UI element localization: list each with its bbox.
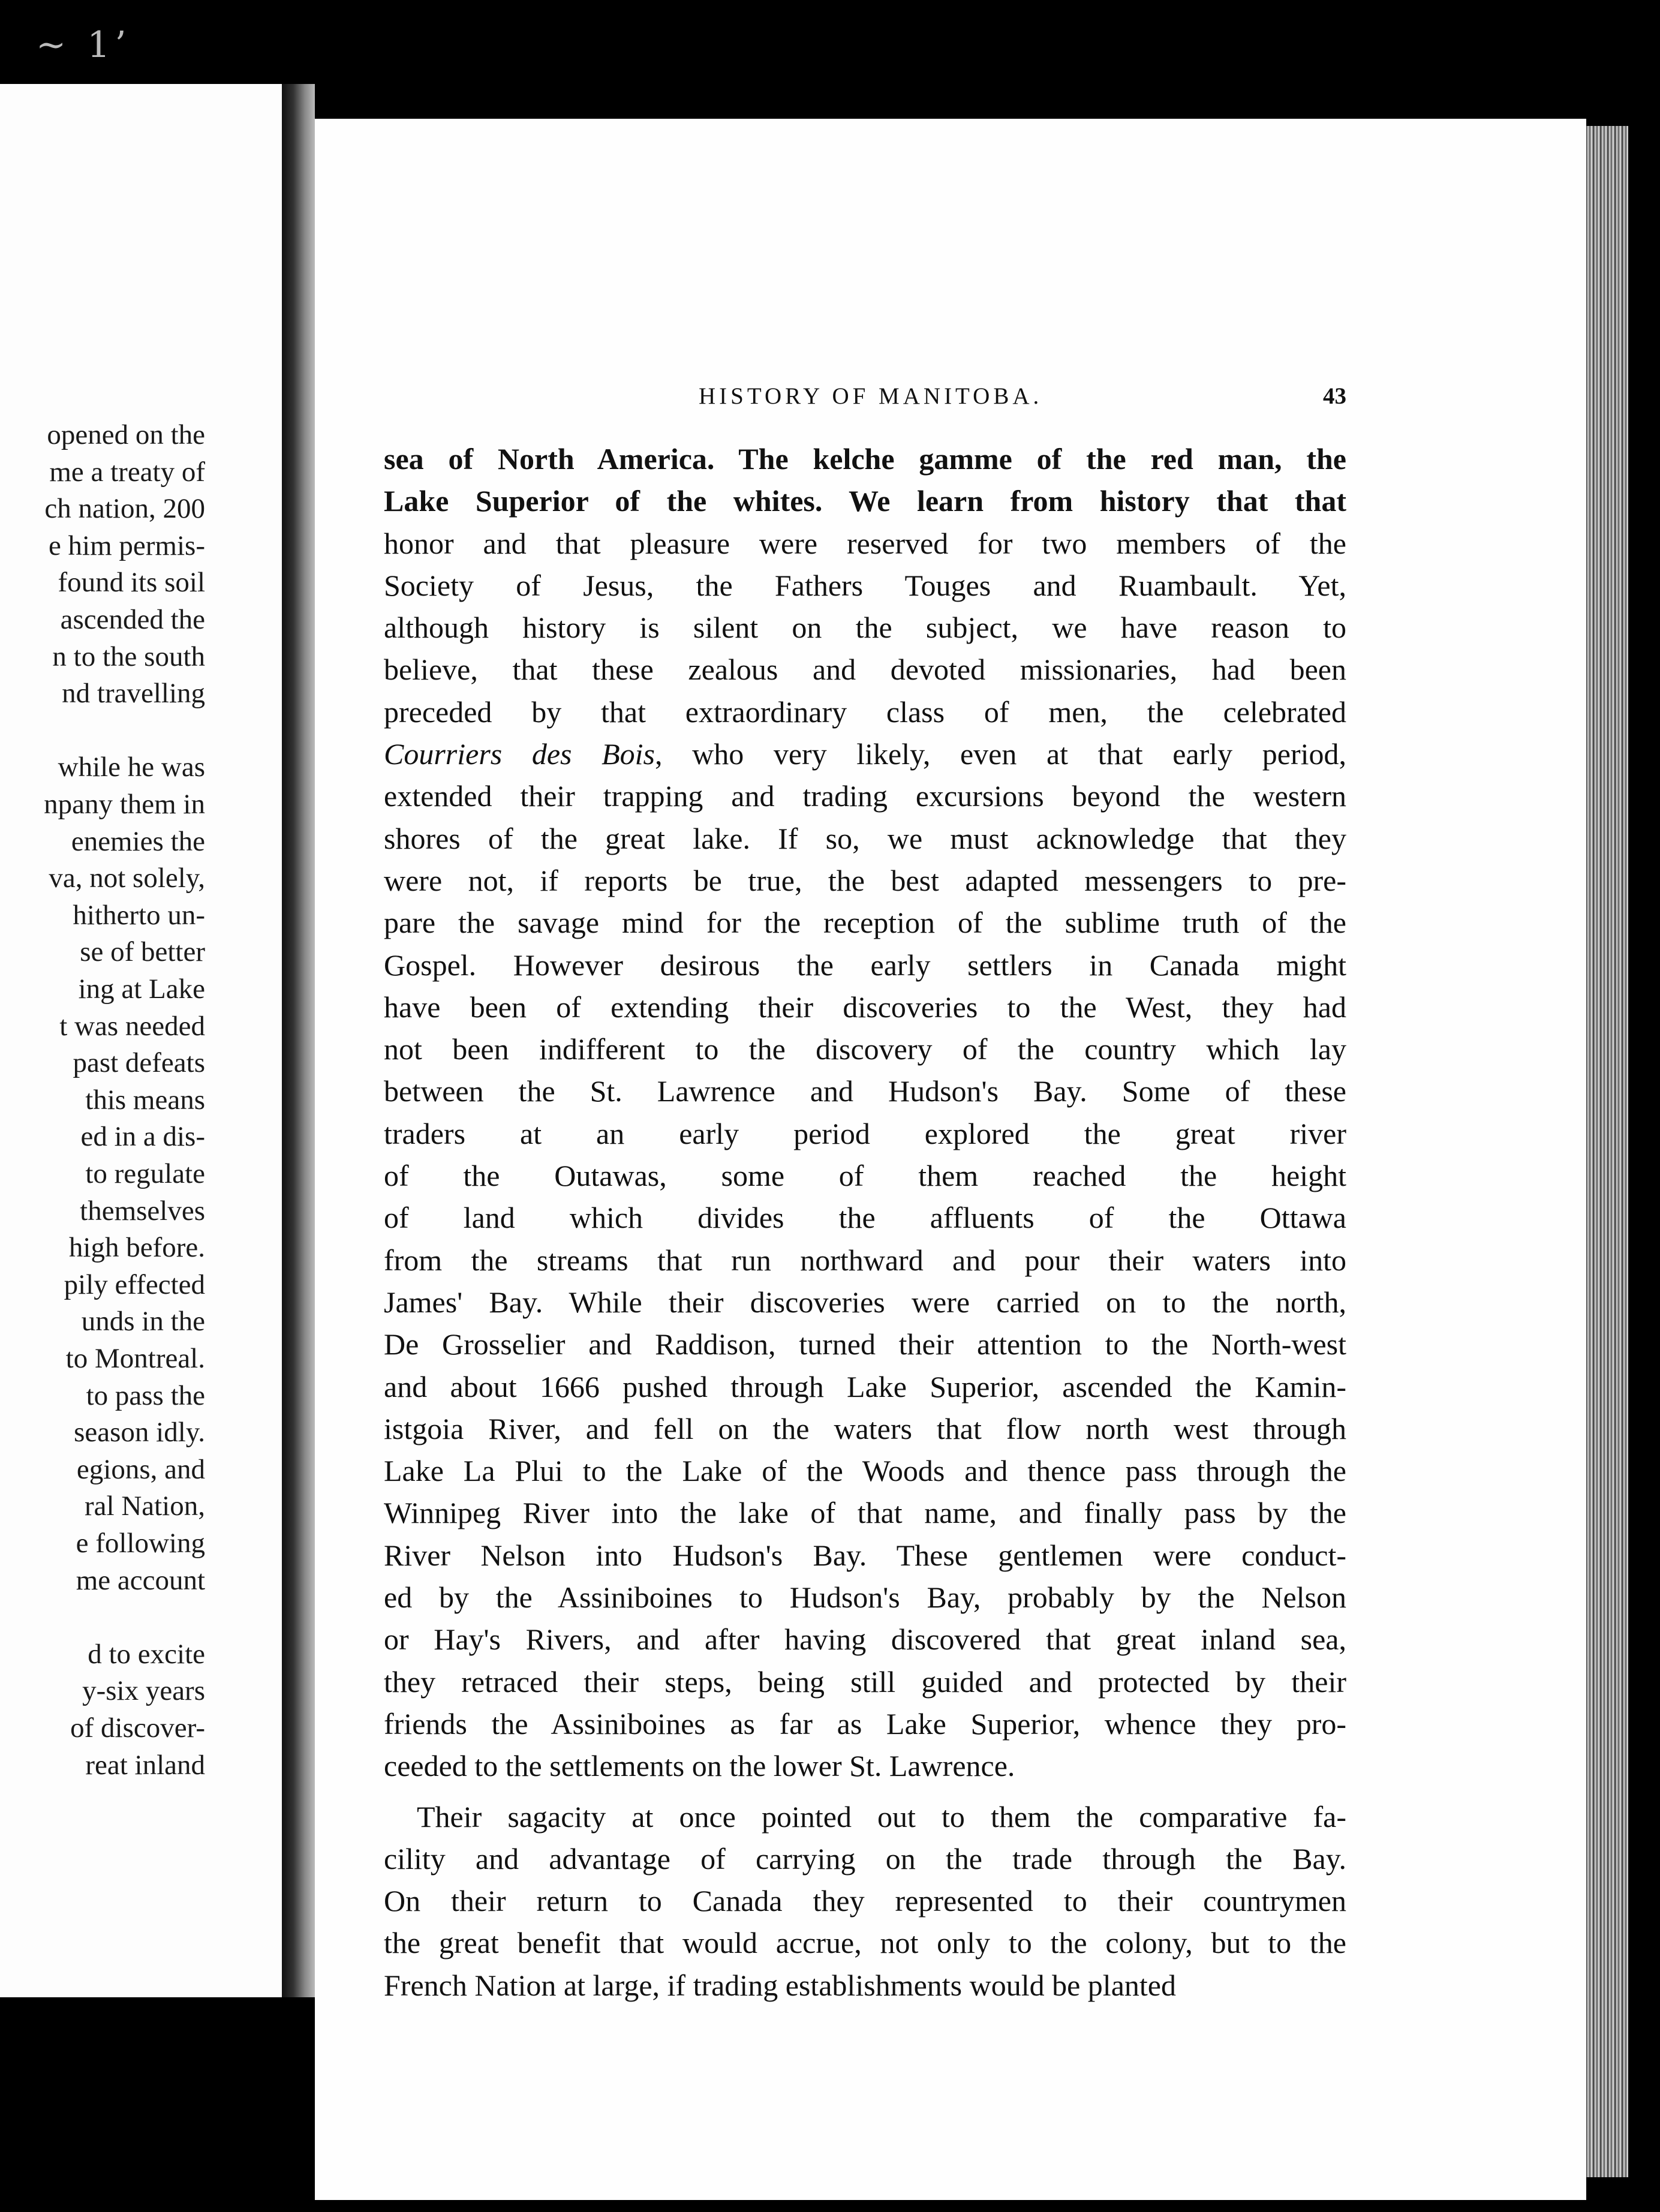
body-line: although history is silent on the subject, we have reason to (384, 611, 1346, 645)
body-line: they retraced their steps, being still guided and protected by their (384, 1664, 1346, 1699)
left-page-line: npany them in (44, 789, 205, 820)
left-page-line: n to the south (52, 641, 205, 672)
page-number: 43 (1323, 383, 1346, 409)
left-page-line: themselves (80, 1195, 205, 1227)
left-page-line: pily effected (64, 1269, 205, 1300)
body-line: cility and advantage of carrying on the trade through the Bay. (384, 1841, 1346, 1876)
body-line: of the Outawas, some of them reached the height (384, 1159, 1346, 1193)
left-page-line: enemies the (71, 825, 205, 857)
left-page-line: ch nation, 200 (44, 493, 205, 525)
left-page-line: e following (76, 1528, 205, 1559)
body-line: sea of North America. The kelche gamme of the red man, the (384, 442, 1346, 476)
body-line: and about 1666 pushed through Lake Superior, ascended the Kamin- (384, 1369, 1346, 1403)
left-page-line: ed in a dis- (80, 1121, 205, 1153)
body-line: French Nation at large, if trading establishments would be planted (384, 1968, 1176, 2002)
body-line: not been indifferent to the discovery of the country which lay (384, 1032, 1346, 1066)
left-page-line: ascended the (60, 604, 205, 635)
body-line: or Hay's Rivers, and after having discovered that great inland sea, (384, 1622, 1346, 1657)
left-page-line: to regulate (85, 1158, 205, 1189)
left-page-line: opened on the (47, 419, 205, 450)
left-page-line: va, not solely, (49, 862, 205, 894)
body-line: extended their trapping and trading excursions beyond the western (384, 779, 1346, 813)
left-page-line: me account (76, 1564, 205, 1596)
body-line: shores of the great lake. If so, we must acknowledge that they (384, 821, 1346, 855)
body-line: friends the Assiniboines as far as Lake Superior, whence they pro- (384, 1706, 1346, 1741)
left-page-line: ral Nation, (85, 1490, 205, 1522)
body-text (384, 438, 1346, 2006)
body-line: between the St. Lawrence and Hudson's Bay. Some of these (384, 1074, 1346, 1108)
body-line: De Grosselier and Raddison, turned their attention to the North-west (384, 1327, 1346, 1362)
body-line: ed by the Assiniboines to Hudson's Bay, probably by the Nelson (384, 1580, 1346, 1615)
body-line: Winnipeg River into the lake of that name, and finally pass by the (384, 1496, 1346, 1530)
left-page-text (0, 84, 282, 1997)
scan-corner-mark: ~ 1’ (36, 24, 131, 66)
body-line: were not, if reports be true, the best adapted messengers to pre- (384, 863, 1346, 897)
body-line: preceded by that extraordinary class of men, the celebrated (384, 695, 1346, 729)
left-page-line: me a treaty of (49, 456, 205, 488)
running-title: HISTORY OF MANITOBA. (699, 383, 1043, 409)
body-line: honor and that pleasure were reserved for two members of the (384, 526, 1346, 560)
body-line: Society of Jesus, the Fathers Touges and Ruambault. Yet, (384, 568, 1346, 602)
book-gutter (282, 84, 315, 1997)
left-page-line: nd travelling (62, 678, 205, 710)
body-line: On their return to Canada they represented to their countrymen (384, 1884, 1346, 1918)
left-page-line: of discover- (70, 1712, 205, 1744)
body-line: istgoia River, and fell on the waters that flow north west through (384, 1411, 1346, 1445)
left-page-line: past defeats (73, 1047, 205, 1079)
body-line: James' Bay. While their discoveries were carried on to the north, (384, 1285, 1346, 1319)
body-line: Lake La Plui to the Lake of the Woods and thence pass through the (384, 1454, 1346, 1488)
left-page-line: egions, and (76, 1453, 205, 1485)
body-line: Gospel. However desirous the early settlers in Canada might (384, 948, 1346, 982)
body-line: ceeded to the settlements on the lower St. Lawrence. (384, 1749, 1015, 1783)
left-page-line: season idly. (74, 1417, 205, 1448)
left-page-line: y-six years (82, 1675, 205, 1707)
body-line: the great benefit that would accrue, not only to the colony, but to the (384, 1926, 1346, 1960)
left-page-line: hitherto un- (73, 899, 205, 931)
left-page-line: ing at Lake (78, 973, 205, 1005)
body-line: from the streams that run northward and pour their waters into (384, 1243, 1346, 1277)
left-page-line: to Montreal. (65, 1343, 205, 1374)
left-page-line: while he was (58, 752, 205, 783)
left-page (0, 84, 282, 1997)
left-page-line: high before. (68, 1232, 205, 1264)
body-line: traders at an early period explored the great river (384, 1116, 1346, 1150)
body-line: believe, that these zealous and devoted missionaries, had been (384, 653, 1346, 687)
left-page-line: e him permis- (48, 530, 205, 561)
body-line: Their sagacity at once pointed out to them the comparative fa- (417, 1799, 1346, 1834)
left-page-line: unds in the (81, 1306, 205, 1338)
body-line: River Nelson into Hudson's Bay. These gentlemen were conduct- (384, 1538, 1346, 1572)
body-line: of land which divides the affluents of the Ottawa (384, 1201, 1346, 1235)
left-page-line: d to excite (88, 1638, 205, 1670)
left-page-line: this means (85, 1084, 205, 1116)
left-page-line: se of better (80, 936, 205, 968)
page-header (699, 383, 1346, 419)
left-page-line: t was needed (59, 1010, 205, 1042)
left-page-line: to pass the (86, 1380, 205, 1411)
body-line: Courriers des Bois, who very likely, even at that early period, (384, 737, 1346, 771)
left-page-line: reat inland (85, 1749, 205, 1781)
left-page-line: found its soil (58, 567, 205, 599)
italic-phrase: Courriers des Bois (384, 737, 655, 771)
page-edges (1586, 126, 1628, 2177)
body-line: have been of extending their discoveries to the West, they had (384, 990, 1346, 1024)
body-line: Lake Superior of the whites. We learn from history that that (384, 484, 1346, 518)
body-line: pare the savage mind for the reception of the sublime truth of the (384, 906, 1346, 940)
